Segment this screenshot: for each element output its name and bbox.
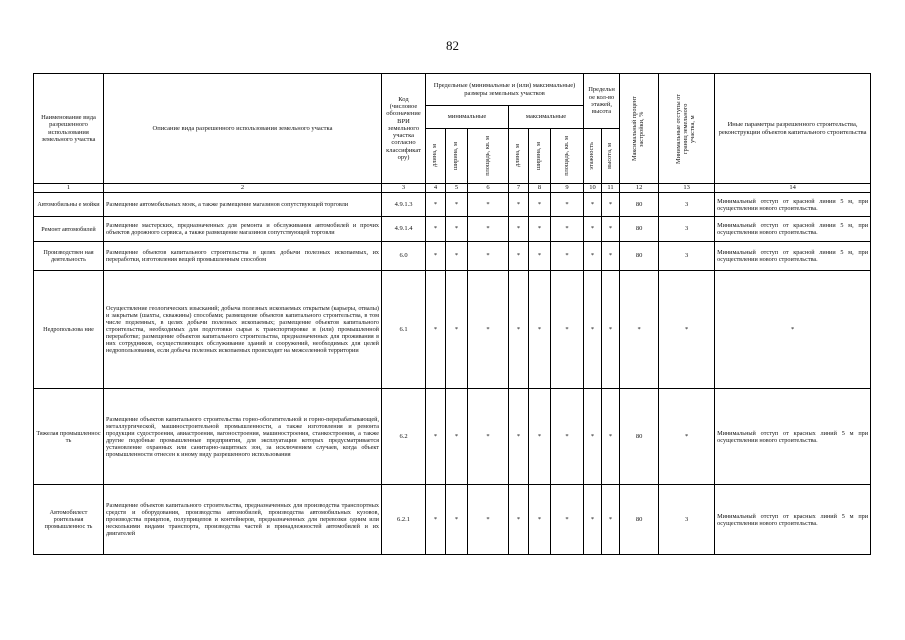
- header-coverage-cell: [620, 74, 659, 184]
- use-code: 6.2: [382, 389, 426, 485]
- value-cell: *: [446, 271, 468, 389]
- value-cell: *: [551, 485, 584, 555]
- column-number: 13: [659, 184, 715, 193]
- value-cell: *: [551, 242, 584, 271]
- header-floors: этажность: [588, 142, 596, 170]
- column-number: 1: [34, 184, 104, 193]
- value-cell: *: [584, 193, 602, 217]
- column-number: 2: [104, 184, 382, 193]
- column-number: 9: [551, 184, 584, 193]
- value-cell: *: [509, 485, 529, 555]
- use-code: 6.1: [382, 271, 426, 389]
- value-cell: *: [584, 217, 602, 242]
- value-cell: *: [602, 485, 620, 555]
- use-name: Автомобильны е мойки: [34, 193, 104, 217]
- column-number: 6: [468, 184, 509, 193]
- other-params: Минимальный отступ от красных линий 5 м при осуществлении нового строительства.: [715, 389, 871, 485]
- value-cell: *: [529, 271, 551, 389]
- header-name: Наименование вида разрешенного использования земельного участка: [34, 74, 104, 184]
- value-cell: *: [584, 242, 602, 271]
- table-row: [34, 485, 871, 555]
- use-description: Размещение объектов капитального строительства горно-обогатительной и горно-перерабатывающей, металлургической, машиностроительной промышленности, а также изготовления и ремонта продукции судостроения, авиастроения, вагоностроения, машиностроения, станкостроения, а также другие подобные промышленные предприятия, для эксплуатации которых предусматривается установление охранных или санитарно-защитных зон, за исключением случаев, когда объект промышленности отнесен к иному виду разрешенного использования: [104, 389, 382, 485]
- value-cell: *: [426, 485, 446, 555]
- table-row: [34, 389, 871, 485]
- header-max-length-cell: [509, 129, 529, 184]
- value-cell: *: [468, 485, 509, 555]
- value-cell: *: [551, 389, 584, 485]
- value-cell: *: [602, 389, 620, 485]
- header-min: минимальные: [426, 106, 509, 129]
- value-cell: *: [602, 217, 620, 242]
- use-code: 4.9.1.3: [382, 193, 426, 217]
- other-params: Минимальный отступ от красных линий 5 м при осуществлении нового строительства.: [715, 485, 871, 555]
- column-number-row: [34, 184, 871, 193]
- value-cell: *: [468, 271, 509, 389]
- header-max-width: ширина, м: [535, 141, 543, 171]
- value-cell: *: [551, 193, 584, 217]
- header-max: максимальные: [509, 106, 584, 129]
- header-min-area: площадь, кв. м: [483, 136, 491, 176]
- header-height: высота, м: [606, 143, 614, 169]
- coverage-value: 80: [620, 485, 659, 555]
- value-cell: *: [551, 271, 584, 389]
- use-description: Размещение мастерских, предназначенных для ремонта и обслуживания автомобилей и прочих объектов дорожного сервиса, а также размещение магазинов сопутствующей торговли: [104, 217, 382, 242]
- other-params: Минимальный отступ от красной линии 5 м, при осуществлении нового строительства.: [715, 242, 871, 271]
- header-max-area-cell: [551, 129, 584, 184]
- value-cell: *: [529, 217, 551, 242]
- use-code: 4.9.1.4: [382, 217, 426, 242]
- use-code: 6.0: [382, 242, 426, 271]
- header-height-cell: [602, 129, 620, 184]
- use-name: Тяжелая промышленнос ть: [34, 389, 104, 485]
- setback-value: 3: [659, 193, 715, 217]
- header-other: Иные параметры разрешенного строительства, реконструкции объектов капитального строительства: [715, 74, 871, 184]
- value-cell: *: [446, 193, 468, 217]
- column-number: 5: [446, 184, 468, 193]
- value-cell: *: [509, 389, 529, 485]
- coverage-value: 80: [620, 242, 659, 271]
- value-cell: *: [468, 217, 509, 242]
- value-cell: *: [584, 389, 602, 485]
- value-cell: *: [426, 389, 446, 485]
- other-params: Минимальный отступ от красной линии 5 м, при осуществлении нового строительства.: [715, 217, 871, 242]
- value-cell: *: [509, 271, 529, 389]
- header-min-length-cell: [426, 129, 446, 184]
- header-setback: Минимальные отступы от границ земельного участка, м: [675, 93, 697, 164]
- value-cell: *: [602, 271, 620, 389]
- use-description: Размещение объектов капитального строительства, предназначенных для производства транспортных средств и оборудования, производства автомобилей, производства автомобильных кузовов, производства прицепов, полуприцепов и контейнеров, предназначенных для перевозки одним или несколькими видами транспорта, производства частей и принадлежностей автомобилей и их двигателей: [104, 485, 382, 555]
- value-cell: *: [584, 271, 602, 389]
- other-params: Минимальный отступ от красной линии 5 м, при осуществлении нового строительства.: [715, 193, 871, 217]
- setback-value: 3: [659, 217, 715, 242]
- setback-value: *: [659, 271, 715, 389]
- use-name: Производствен ная деятельность: [34, 242, 104, 271]
- value-cell: *: [529, 389, 551, 485]
- value-cell: *: [509, 217, 529, 242]
- use-name: Недропользова ние: [34, 271, 104, 389]
- header-description: Описание вида разрешенного использования земельного участка: [104, 74, 382, 184]
- column-number: 12: [620, 184, 659, 193]
- header-max-length: длина, м: [514, 144, 522, 168]
- use-description: Осуществление геологических изысканий; добыча полезных ископаемых открытым (карьеры, отвалы) и закрытым (шахты, скважины) способами; размещение объектов капитального строительства, в том числе подземных, в целях добычи полезных ископаемых; размещение объектов капитального строительства, необходимых для подготовки сырья к транспортировке и (или) промышленной переработке; размещение объектов капитального строительства, предназначенных для проживания в них сотрудников, осуществляющих обслуживание зданий и сооружений, необходимых для целей недропользования, если добыча полезных ископаемых происходит на межселенной территории: [104, 271, 382, 389]
- header-code: Код (числовое обозначение ВРИ земельного участка согласно классификат ору): [382, 74, 426, 184]
- column-number: 8: [529, 184, 551, 193]
- column-number: 3: [382, 184, 426, 193]
- table-row: [34, 217, 871, 242]
- column-number: 7: [509, 184, 529, 193]
- value-cell: *: [509, 242, 529, 271]
- value-cell: *: [468, 389, 509, 485]
- value-cell: *: [446, 242, 468, 271]
- coverage-value: 80: [620, 217, 659, 242]
- header-max-width-cell: [529, 129, 551, 184]
- value-cell: *: [468, 193, 509, 217]
- use-description: Размещение объектов капитального строительства в целях добычи полезных ископаемых, их переработки, изготовления вещей промышленным способом: [104, 242, 382, 271]
- header-min-width: ширина, м: [452, 141, 460, 171]
- value-cell: *: [446, 485, 468, 555]
- use-code: 6.2.1: [382, 485, 426, 555]
- value-cell: *: [426, 271, 446, 389]
- use-description: Размещение автомобильных моек, а также размещение магазинов сопутствующей торговли: [104, 193, 382, 217]
- column-number: 14: [715, 184, 871, 193]
- header-size-group: Предельные (минимальные и (или) максимальные) размеры земельных участков: [426, 74, 584, 106]
- value-cell: *: [551, 217, 584, 242]
- value-cell: *: [584, 485, 602, 555]
- use-name: Автомобилест роительная промышленнос ть: [34, 485, 104, 555]
- value-cell: *: [509, 193, 529, 217]
- coverage-value: *: [620, 271, 659, 389]
- use-name: Ремонт автомобилей: [34, 217, 104, 242]
- table-row: [34, 193, 871, 217]
- coverage-value: 80: [620, 389, 659, 485]
- value-cell: *: [602, 193, 620, 217]
- column-number: 4: [426, 184, 446, 193]
- setback-value: 3: [659, 485, 715, 555]
- page-number: 82: [446, 38, 459, 53]
- header-coverage: Максимальный процент застройки, %: [631, 96, 646, 161]
- value-cell: *: [529, 485, 551, 555]
- value-cell: *: [426, 217, 446, 242]
- value-cell: *: [446, 217, 468, 242]
- column-number: 10: [584, 184, 602, 193]
- header-setback-cell: [659, 74, 715, 184]
- other-params: *: [715, 271, 871, 389]
- value-cell: *: [446, 389, 468, 485]
- header-min-length: длина, м: [431, 144, 439, 168]
- header-floors-group: Предельн ое кол-во этажей, высота: [584, 74, 620, 129]
- header-min-width-cell: [446, 129, 468, 184]
- regulations-table: [33, 73, 871, 555]
- value-cell: *: [426, 193, 446, 217]
- column-number: 11: [602, 184, 620, 193]
- value-cell: *: [426, 242, 446, 271]
- value-cell: *: [602, 242, 620, 271]
- value-cell: *: [468, 242, 509, 271]
- setback-value: 3: [659, 242, 715, 271]
- header-floors-cell: [584, 129, 602, 184]
- value-cell: *: [529, 242, 551, 271]
- setback-value: *: [659, 389, 715, 485]
- value-cell: *: [529, 193, 551, 217]
- header-max-area: площадь, кв. м: [562, 136, 570, 176]
- table-row: [34, 271, 871, 389]
- coverage-value: 80: [620, 193, 659, 217]
- table-row: [34, 242, 871, 271]
- header-min-area-cell: [468, 129, 509, 184]
